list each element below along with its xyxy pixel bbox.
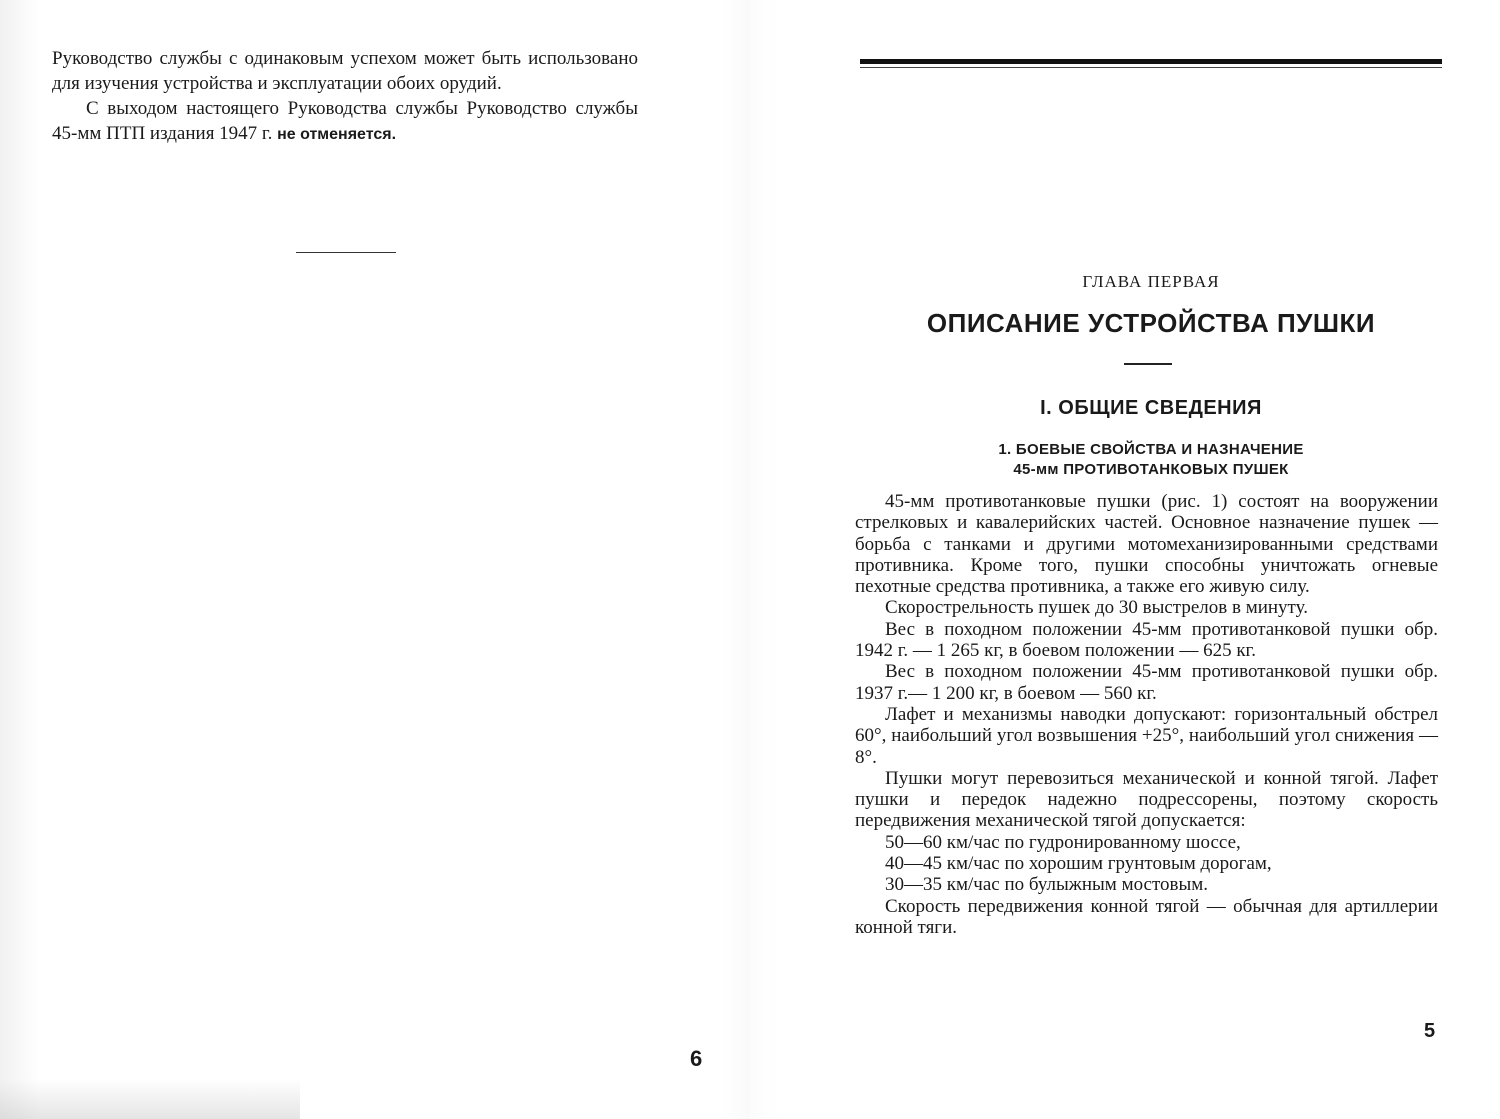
body-paragraph-5: Лафет и механизмы наводки допускают: горизонтальный обстрел 60°, наибольший угол возвышения +25°, наибольший угол снижения —8°.	[855, 703, 1438, 768]
body-paragraph-4: Вес в походном положении 45-мм противотанковой пушки обр. 1937 г.— 1 200 кг, в боевом — 560 кг.	[855, 661, 1438, 704]
body-paragraph-6: Пушки могут перевозиться механической и конной тягой. Лафет пушки и передок надежно подрессорены, поэтому скорость передвижения механической тягой допускается:	[855, 767, 1438, 832]
body-paragraph-10: Скорость передвижения конной тягой — обычная для артиллерии конной тяги.	[855, 895, 1438, 938]
body-paragraph-1: 45-мм противотанковые пушки (рис. 1) состоят на вооружении стрелковых и кавалерийских частей. Основное назначение пушек — борьба с танками и другими мотомеханизированными средствами противника. Кроме того, пушки способны уничтожать огневые пехотные средства противника, а также его живую силу.	[855, 491, 1438, 598]
left-paragraph-1: Руководство службы с одинаковым успехом может быть использовано для изучения устройства и эксплуатации обоих орудий.	[52, 48, 638, 94]
body-paragraph-8: 40—45 км/час по хорошим грунтовым дорогам,	[885, 853, 1272, 875]
header-rule-thick	[860, 59, 1442, 64]
body-paragraph-7: 50—60 км/час по гудронированному шоссе,	[885, 831, 1241, 853]
left-paragraph-2-emphasis: не отменяется.	[277, 126, 397, 143]
scan-shadow	[0, 1079, 300, 1119]
header-rule-thin	[860, 67, 1442, 68]
subsection-title	[860, 440, 1442, 480]
page-number-right: 5	[1424, 1020, 1436, 1042]
left-paragraph-2	[52, 96, 638, 147]
chapter-label: ГЛАВА ПЕРВАЯ	[1082, 272, 1220, 291]
right-page	[750, 0, 1500, 1119]
body-paragraph-2: Скорострельность пушек до 30 выстрелов в минуту.	[885, 597, 1308, 619]
chapter-divider	[1124, 363, 1172, 365]
body-paragraph-9: 30—35 км/час по булыжным мостовым.	[885, 874, 1209, 896]
chapter-title: ОПИСАНИЕ УСТРОЙСТВА ПУШКИ	[926, 308, 1376, 338]
subsection-title-line-1: 1. БОЕВЫЕ СВОЙСТВА И НАЗНАЧЕНИЕ	[998, 441, 1304, 458]
left-page-text	[52, 46, 638, 147]
body-paragraph-3: Вес в походном положении 45-мм противотанковой пушки обр. 1942 г. — 1 265 кг, в боевом положении — 625 кг.	[855, 618, 1438, 662]
end-divider	[296, 252, 396, 253]
right-page-body	[855, 491, 1438, 938]
section-title: I. ОБЩИЕ СВЕДЕНИЯ	[1040, 397, 1262, 419]
page-number-left: 6	[690, 1046, 703, 1071]
left-paragraph-2-text: С выходом настоящего Руководства службы Руководство службы 45-мм ПТП издания 1947 г.	[52, 98, 638, 144]
subsection-title-line-2: 45-мм ПРОТИВОТАНКОВЫХ ПУШЕК	[1013, 461, 1289, 478]
